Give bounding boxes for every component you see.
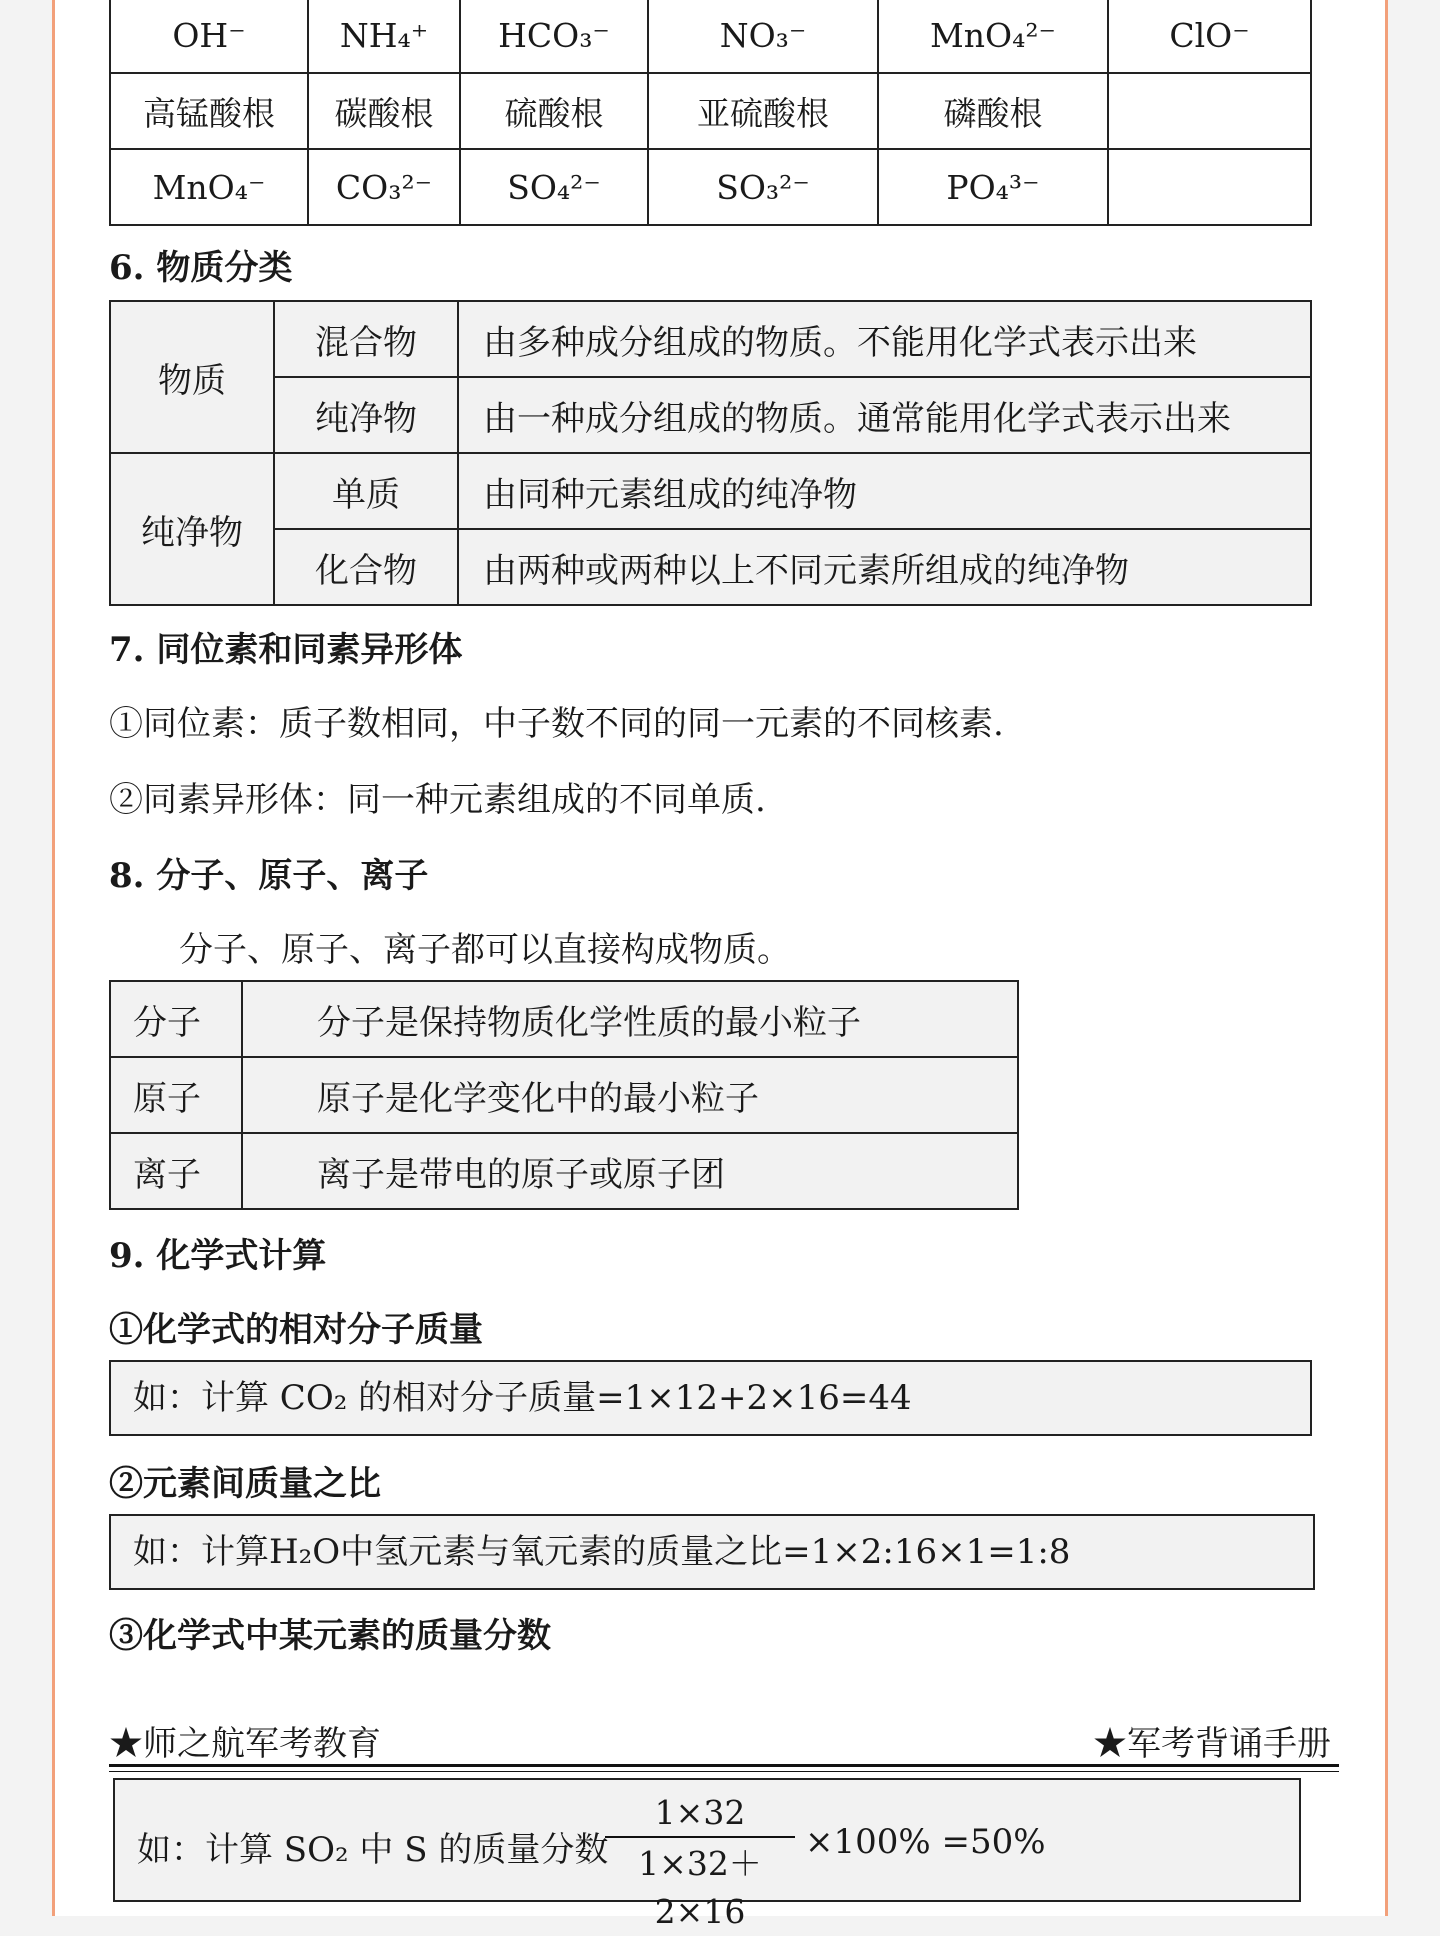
mass-ratio-example: 如：计算H₂O中氢元素与氧元素的质量之比=1×2:16×1=1:8 [109,1514,1315,1590]
desc-cell: 由一种成分组成的物质。通常能用化学式表示出来 [458,377,1311,453]
footer-right: ★军考背诵手册 [1093,1724,1331,1764]
particle-table [109,980,1019,1210]
mass-fraction-subheading: ③化学式中某元素的质量分数 [109,1616,551,1656]
particle-term: 分子 [110,981,242,1057]
ion-cell: 碳酸根 [308,73,460,149]
section7-heading: 7. 同位素和同素异形体 [109,630,463,670]
footer-rule [109,1764,1339,1767]
particle-term: 离子 [110,1133,242,1209]
ion-cell: ClO⁻ [1108,0,1311,73]
particle-desc: 分子是保持物质化学性质的最小粒子 [242,981,1018,1057]
term-cell: 纯净物 [274,377,458,453]
footer-rule-thin [109,1771,1339,1772]
particle-term: 原子 [110,1057,242,1133]
ion-cell: MnO₄²⁻ [878,0,1108,73]
term-cell: 混合物 [274,301,458,377]
ion-cell: NH₄⁺ [308,0,460,73]
ion-cell: CO₃²⁻ [308,149,460,225]
allotrope-line: ②同素异形体：同一种元素组成的不同单质. [109,780,766,820]
molecular-mass-subheading: ①化学式的相对分子质量 [109,1310,483,1350]
ion-cell: 硫酸根 [460,73,648,149]
particle-desc: 原子是化学变化中的最小粒子 [242,1057,1018,1133]
ion-cell: 亚硫酸根 [648,73,878,149]
fraction-bar [605,1836,795,1838]
term-cell: 化合物 [274,529,458,605]
ion-cell: SO₄²⁻ [460,149,648,225]
isotope-line: ①同位素：质子数相同，中子数不同的同一元素的不同核素. [109,704,1004,744]
fraction-numerator: 1×32 [654,1793,746,1832]
footer-left: ★师之航军考教育 [109,1724,381,1764]
ion-cell [1108,73,1311,149]
section9-heading: 9. 化学式计算 [109,1236,327,1276]
section8-heading: 8. 分子、原子、离子 [109,856,429,896]
ion-cell: 磷酸根 [878,73,1108,149]
classification-table [109,300,1312,606]
molecular-mass-example: 如：计算 CO₂ 的相对分子质量=1×12+2×16=44 [109,1360,1312,1436]
desc-cell: 由同种元素组成的纯净物 [458,453,1311,529]
desc-cell: 由多种成分组成的物质。不能用化学式表示出来 [458,301,1311,377]
mass-ratio-subheading: ②元素间质量之比 [109,1464,381,1504]
ion-cell: OH⁻ [110,0,308,73]
fraction [605,1792,795,1936]
document-page [52,0,1388,1931]
section6-heading: 6. 物质分类 [109,248,293,288]
mass-fraction-suffix: ×100% =50% [805,1822,1046,1862]
ion-cell: PO₄³⁻ [878,149,1108,225]
ion-cell: HCO₃⁻ [460,0,648,73]
ion-cell [1108,149,1311,225]
ion-cell: MnO₄⁻ [110,149,308,225]
desc-cell: 由两种或两种以上不同元素所组成的纯净物 [458,529,1311,605]
group-cell: 纯净物 [110,453,274,605]
mass-fraction-prefix: 如：计算 SO₂ 中 S 的质量分数 [137,1830,609,1870]
term-cell: 单质 [274,453,458,529]
ion-table [109,0,1312,226]
particle-desc: 离子是带电的原子或原子团 [242,1133,1018,1209]
mass-fraction-example [113,1778,1301,1931]
section8-intro: 分子、原子、离子都可以直接构成物质。 [179,930,791,970]
ion-cell: NO₃⁻ [648,0,878,73]
ion-cell: SO₃²⁻ [648,149,878,225]
group-cell: 物质 [110,301,274,453]
fraction-denominator: 1×32＋2×16 [638,1844,762,1931]
ion-cell: 高锰酸根 [110,73,308,149]
